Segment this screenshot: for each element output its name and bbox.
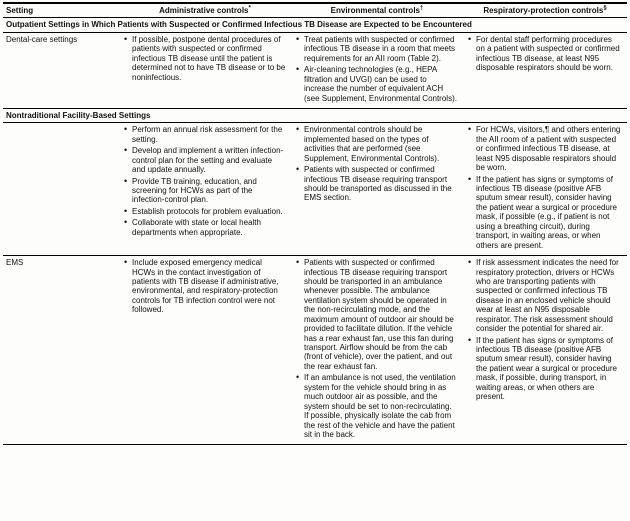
bullet-list-ems-environmental xyxy=(294,258,458,439)
section-title-nontraditional: Nontraditional Facility-Based Settings xyxy=(3,108,627,122)
section-header-row-outpatient xyxy=(3,18,627,32)
bullet-list-nontraditional-respiratory xyxy=(466,125,622,250)
column-header-environmental xyxy=(291,3,463,18)
bullet-item: • For dental staff performing procedures on a patient with suspected or confirmed infectious TB disease, at least N95 disposable respirators should be worn. xyxy=(468,35,622,73)
column-header-setting-label: Setting xyxy=(6,6,34,15)
bullet-item: • Provide TB training, education, and screening for HCWs as part of the infection-control plan. xyxy=(124,177,286,205)
section-title-outpatient: Outpatient Settings in Which Patients with Suspected or Confirmed Infectious TB Disease are Expected to be Encountered xyxy=(3,18,627,32)
bullet-list-nontraditional-administrative xyxy=(122,125,286,237)
bullet-item: • If the patient has signs or symptoms of infectious TB disease (positive AFB sputum smear result), consider having the patient wear a surgical or procedure mask, if possible, during transport, in waiting areas, or when others are present. xyxy=(468,336,622,402)
administrative-cell-dental xyxy=(119,32,291,108)
bullet-list-dental-administrative xyxy=(122,35,286,82)
table-row-ems xyxy=(3,256,627,445)
footnote-mark-section: § xyxy=(603,5,607,12)
bullet-item: • Include exposed emergency medical HCWs in the contact investigation of patients with TB disease if administrative, environmental, and respiratory-protection controls for TB infection control were not followed. xyxy=(124,258,286,315)
bullet-item: • Establish protocols for problem evaluation. xyxy=(124,207,286,216)
bullet-list-nontraditional-environmental xyxy=(294,125,458,203)
column-header-respiratory xyxy=(463,3,627,18)
table-header-row xyxy=(3,3,627,18)
bullet-list-dental-environmental xyxy=(294,35,458,103)
bullet-item: • Perform an annual risk assessment for the setting. xyxy=(124,125,286,144)
bullet-item: • Treat patients with suspected or confirmed infectious TB disease in a room that meets requirements for an AII room (Table 2). xyxy=(296,35,458,63)
section-header-row-nontraditional xyxy=(3,108,627,122)
respiratory-cell-nontraditional xyxy=(463,123,627,256)
bullet-item: • Collaborate with state or local health departments when appropriate. xyxy=(124,218,286,237)
environmental-cell-nontraditional xyxy=(291,123,463,256)
bullet-item: • Patients with suspected or confirmed infectious TB disease requiring transport should be transported in an ambulance whenever possible. The ambulance ventilation system should be operated in the non-recirculating mode, and the maximum amount of outdoor air should be provided to facilitate dilution. If the vehicle has a rear exhaust fan, use this fan during transport. Airflow should be from the cab (front of vehicle), over the patient, and out the rear exhaust fan. xyxy=(296,258,458,371)
column-header-environmental-label: Environmental controls xyxy=(330,6,420,15)
respiratory-cell-dental xyxy=(463,32,627,108)
bullet-item: • Patients with suspected or confirmed infectious TB disease requiring transport should be transported as discussed in the EMS section. xyxy=(296,165,458,203)
administrative-cell-nontraditional xyxy=(119,123,291,256)
bullet-item: • Develop and implement a written infection-control plan for the setting and evaluate and update annually. xyxy=(124,146,286,174)
bullet-list-ems-respiratory xyxy=(466,258,622,402)
bullet-item: • Air-cleaning technologies (e.g., HEPA filtration and UVGI) can be used to increase the number of equivalent ACH (see Supplement, Environmental Controls). xyxy=(296,65,458,103)
setting-cell-ems: EMS xyxy=(3,256,119,445)
footnote-mark-dagger: † xyxy=(420,5,424,12)
bullet-list-ems-administrative xyxy=(122,258,286,315)
bullet-item: • Environmental controls should be implemented based on the types of activities that are performed (see Supplement, Environmental Controls). xyxy=(296,125,458,163)
environmental-cell-dental xyxy=(291,32,463,108)
bullet-item: • If an ambulance is not used, the ventilation system for the vehicle should bring in as much outdoor air as possible, and the system should be set to non-recirculating. If possible, physically isolate the cab from the rest of the vehicle and have the patient sit in the back. xyxy=(296,373,458,439)
footnote-mark-asterisk: * xyxy=(248,5,251,12)
column-header-administrative-label: Administrative controls xyxy=(159,6,249,15)
bullet-list-dental-respiratory xyxy=(466,35,622,73)
environmental-cell-ems xyxy=(291,256,463,445)
table-row-dental-care xyxy=(3,32,627,108)
column-header-administrative xyxy=(119,3,291,18)
bullet-item: • If the patient has signs or symptoms of infectious TB disease (positive AFB sputum smear result), consider having the patient wear a surgical or procedure mask, if possible (e.g., if patient is not using a breathing circuit), during transport, in waiting areas, or when others are present. xyxy=(468,175,622,251)
setting-cell-dental: Dental-care settings xyxy=(3,32,119,108)
bullet-item: • If risk assessment indicates the need for respiratory protection, drivers or HCWs who are transporting patients with suspected or confirmed infectious TB disease in an enclosed vehicle should wear at least an N95 disposable respirator. The risk assessment should consider the potential for shared air. xyxy=(468,258,622,334)
bullet-item: • If possible, postpone dental procedures of patients with suspected or confirmed infectious TB disease until the patient is determined not to have TB disease or to be noninfectious. xyxy=(124,35,286,82)
tb-infection-control-table xyxy=(3,2,627,445)
respiratory-cell-ems xyxy=(463,256,627,445)
bullet-item: • For HCWs, visitors,¶ and others entering the AII room of a patient with suspected or confirmed infectious TB disease, at least N95 disposable respirators should be worn. xyxy=(468,125,622,172)
administrative-cell-ems xyxy=(119,256,291,445)
setting-cell-nontraditional xyxy=(3,123,119,256)
column-header-setting xyxy=(3,3,119,18)
column-header-respiratory-label: Respiratory-protection controls xyxy=(483,6,604,15)
table-row-nontraditional-general xyxy=(3,123,627,256)
